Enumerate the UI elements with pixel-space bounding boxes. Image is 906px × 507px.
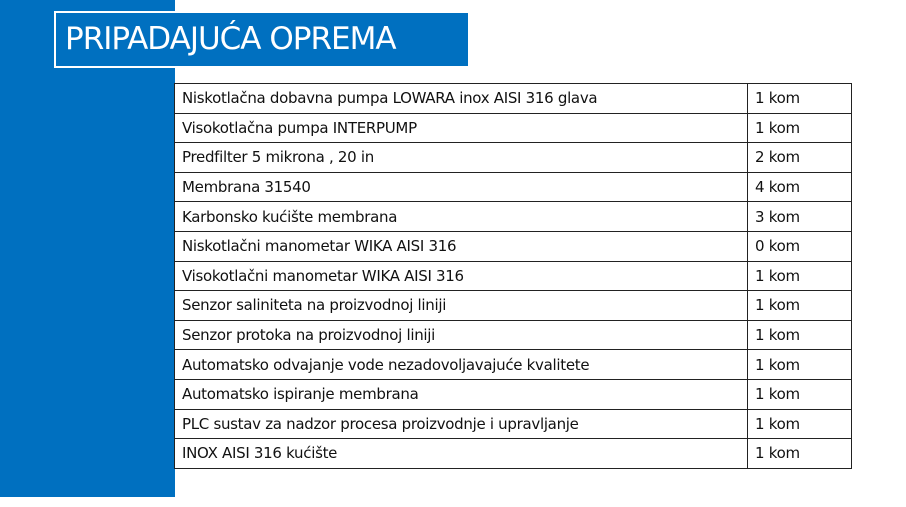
- item-name-cell: Senzor saliniteta na proizvodnoj liniji: [175, 291, 748, 321]
- table-row: [175, 113, 852, 143]
- item-name-cell: Automatsko ispiranje membrana: [175, 379, 748, 409]
- table-row: [175, 350, 852, 380]
- slide-title: PRIPADAJUĆA OPREMA: [65, 21, 396, 57]
- item-qty-cell: 4 kom: [748, 172, 852, 202]
- table-row: [175, 291, 852, 321]
- item-name-cell: INOX AISI 316 kućište: [175, 439, 748, 469]
- item-name-cell: Visokotlačni manometar WIKA AISI 316: [175, 261, 748, 291]
- equipment-table: [174, 83, 852, 469]
- item-qty-cell: 1 kom: [748, 261, 852, 291]
- table-row: [175, 231, 852, 261]
- table-row: [175, 409, 852, 439]
- item-name-cell: Senzor protoka na proizvodnoj liniji: [175, 320, 748, 350]
- item-qty-cell: 1 kom: [748, 439, 852, 469]
- table-row: [175, 379, 852, 409]
- item-name-cell: Niskotlačni manometar WIKA AISI 316: [175, 231, 748, 261]
- item-name-cell: Niskotlačna dobavna pumpa LOWARA inox AISI 316 glava: [175, 84, 748, 114]
- item-name-cell: Karbonsko kućište membrana: [175, 202, 748, 232]
- item-qty-cell: 1 kom: [748, 113, 852, 143]
- item-qty-cell: 1 kom: [748, 84, 852, 114]
- table-row: [175, 439, 852, 469]
- table-row: [175, 143, 852, 173]
- item-name-cell: PLC sustav za nadzor procesa proizvodnje i upravljanje: [175, 409, 748, 439]
- left-accent-bar: [0, 0, 175, 497]
- table-row: [175, 202, 852, 232]
- item-qty-cell: 0 kom: [748, 231, 852, 261]
- item-qty-cell: 1 kom: [748, 409, 852, 439]
- item-qty-cell: 1 kom: [748, 320, 852, 350]
- item-qty-cell: 1 kom: [748, 291, 852, 321]
- title-box: [54, 11, 470, 68]
- item-name-cell: Automatsko odvajanje vode nezadovoljavajuće kvalitete: [175, 350, 748, 380]
- item-qty-cell: 1 kom: [748, 379, 852, 409]
- item-qty-cell: 3 kom: [748, 202, 852, 232]
- table-row: [175, 84, 852, 114]
- table-row: [175, 172, 852, 202]
- table-row: [175, 261, 852, 291]
- item-name-cell: Membrana 31540: [175, 172, 748, 202]
- table-row: [175, 320, 852, 350]
- item-name-cell: Predfilter 5 mikrona , 20 in: [175, 143, 748, 173]
- item-qty-cell: 2 kom: [748, 143, 852, 173]
- item-name-cell: Visokotlačna pumpa INTERPUMP: [175, 113, 748, 143]
- item-qty-cell: 1 kom: [748, 350, 852, 380]
